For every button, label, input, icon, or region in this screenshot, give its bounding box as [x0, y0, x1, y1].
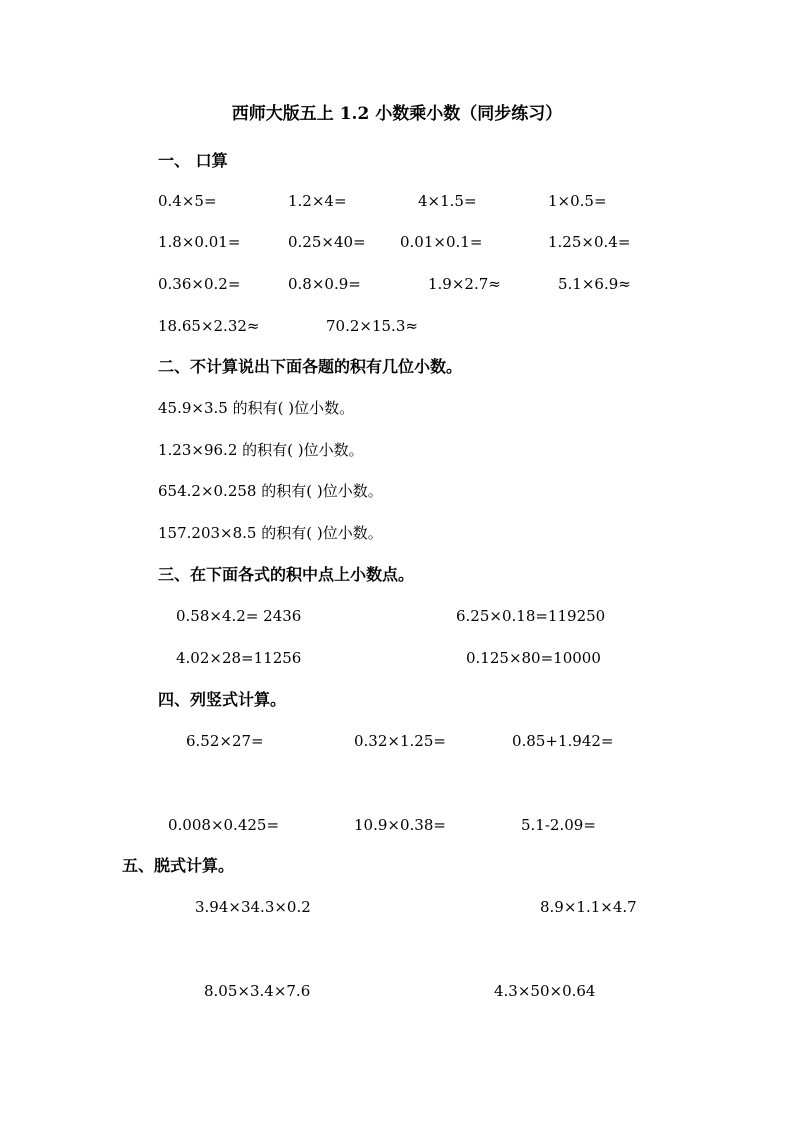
s5-problem-3: 8.05×3.4×7.6	[204, 982, 311, 1000]
s1-problem-1: 0.4×5=	[158, 192, 217, 210]
s1-problem-4: 1×0.5=	[548, 192, 607, 210]
s4-problem-2: 0.32×1.25=	[354, 732, 446, 750]
s2-item-4: 157.203×8.5 的积有( )位小数。	[158, 524, 383, 542]
s1-problem-9: 0.36×0.2=	[158, 275, 241, 293]
s3-problem-2: 6.25×0.18=119250	[456, 607, 606, 625]
s2-item-1: 45.9×3.5 的积有( )位小数。	[158, 399, 355, 417]
s5-problem-2: 8.9×1.1×4.7	[540, 898, 637, 916]
section-2-heading: 二、不计算说出下面各题的积有几位小数。	[158, 357, 463, 376]
section-1-heading: 一、 口算	[158, 151, 228, 170]
s1-problem-3: 4×1.5=	[418, 192, 477, 210]
s1-problem-8: 1.25×0.4=	[548, 233, 631, 251]
s1-problem-6: 0.25×40=	[288, 233, 366, 251]
s1-problem-7: 0.01×0.1=	[400, 233, 483, 251]
page-title: 西师大版五上 1.2 小数乘小数（同步练习）	[231, 104, 563, 124]
s1-problem-10: 0.8×0.9=	[288, 275, 361, 293]
s1-problem-13: 18.65×2.32≈	[158, 317, 260, 335]
s4-problem-6: 5.1-2.09=	[521, 816, 596, 834]
s1-problem-5: 1.8×0.01=	[158, 233, 241, 251]
s4-problem-1: 6.52×27=	[186, 732, 264, 750]
s5-problem-4: 4.3×50×0.64	[494, 982, 596, 1000]
s3-problem-3: 4.02×28=11256	[176, 649, 302, 667]
s1-problem-14: 70.2×15.3≈	[326, 317, 418, 335]
section-5-heading: 五、脱式计算。	[122, 856, 235, 875]
s4-problem-5: 10.9×0.38=	[354, 816, 446, 834]
s1-problem-12: 5.1×6.9≈	[558, 275, 631, 293]
s2-item-3: 654.2×0.258 的积有( )位小数。	[158, 482, 383, 500]
s2-item-2: 1.23×96.2 的积有( )位小数。	[158, 441, 364, 459]
s5-problem-1: 3.94×34.3×0.2	[195, 898, 311, 916]
s1-problem-2: 1.2×4=	[288, 192, 347, 210]
section-3-heading: 三、在下面各式的积中点上小数点。	[158, 565, 415, 584]
s3-problem-4: 0.125×80=10000	[466, 649, 601, 667]
s4-problem-3: 0.85+1.942=	[512, 732, 614, 750]
s3-problem-1: 0.58×4.2= 2436	[176, 607, 302, 625]
s1-problem-11: 1.9×2.7≈	[428, 275, 501, 293]
s4-problem-4: 0.008×0.425=	[168, 816, 280, 834]
section-4-heading: 四、列竖式计算。	[158, 690, 287, 709]
